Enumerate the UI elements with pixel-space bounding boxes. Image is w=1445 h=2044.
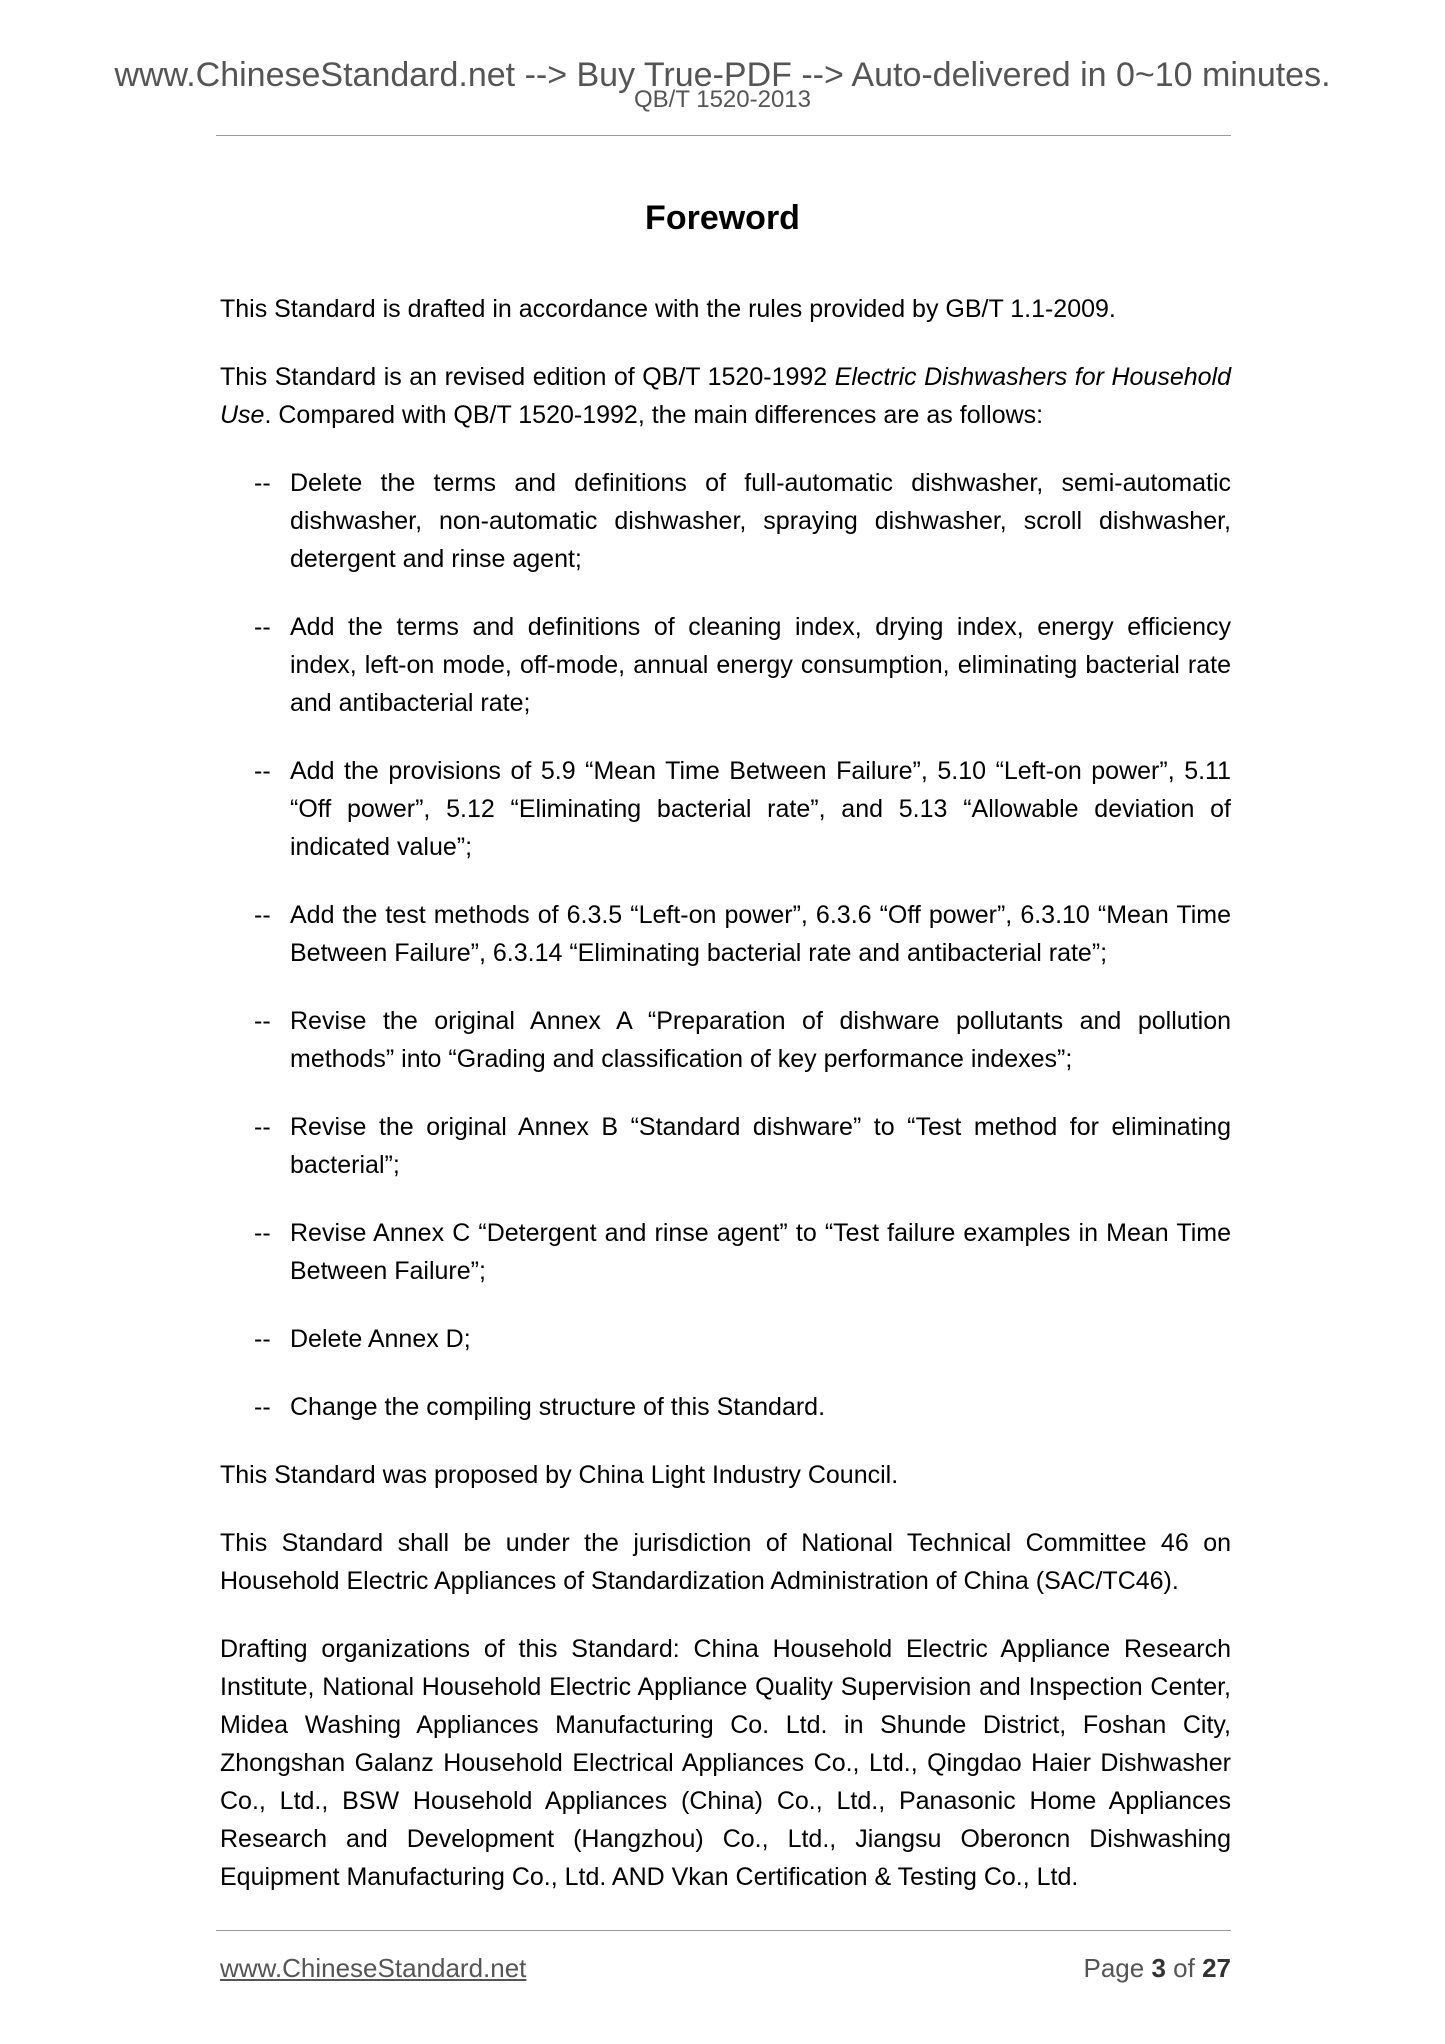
dash-marker: -- bbox=[254, 1325, 271, 1353]
revision-text-end: . Compared with QB/T 1520-1992, the main differences are as follows: bbox=[264, 401, 1044, 429]
difference-item bbox=[220, 1320, 1231, 1358]
difference-item bbox=[220, 464, 1231, 578]
difference-item bbox=[220, 1108, 1231, 1184]
paragraph-revision bbox=[220, 358, 1231, 434]
difference-item bbox=[220, 752, 1231, 866]
difference-text: Add the terms and definitions of cleaning index, drying index, energy efficiency index, left-on mode, off-mode, annual energy consumption, eliminating bacterial rate and antibacterial rate; bbox=[290, 613, 1231, 717]
difference-text: Delete the terms and definitions of full-automatic dishwasher, semi-automatic dishwasher, non-automatic dishwasher, spraying dishwasher, scroll dishwasher, detergent and rinse agent; bbox=[290, 469, 1231, 573]
site-banner: www.ChineseStandard.net --> Buy True-PDF --> Auto-delivered in 0~10 minutes. bbox=[114, 56, 1331, 94]
dash-marker: -- bbox=[254, 1113, 271, 1141]
difference-text: Revise Annex C “Detergent and rinse agent” to “Test failure examples in Mean Time Between Failure”; bbox=[290, 1219, 1231, 1285]
header-divider bbox=[216, 135, 1231, 136]
footer-site-link[interactable]: www.ChineseStandard.net bbox=[220, 1953, 527, 1983]
difference-item bbox=[220, 1388, 1231, 1426]
dash-marker: -- bbox=[254, 1393, 271, 1421]
page-label: Page bbox=[1083, 1953, 1145, 1983]
difference-item bbox=[220, 1214, 1231, 1290]
dash-marker: -- bbox=[254, 1219, 271, 1247]
foreword-body bbox=[220, 290, 1231, 1926]
paragraph-drafting-rules: This Standard is drafted in accordance with the rules provided by GB/T 1.1-2009. bbox=[220, 295, 1116, 323]
revision-title-italic: Electric Dishwashers for Household Use bbox=[220, 363, 1231, 429]
page-total: 27 bbox=[1202, 1953, 1231, 1983]
revision-text-start: This Standard is an revised edition of QB/T 1520-1992 bbox=[220, 363, 835, 391]
paragraph-jurisdiction: This Standard shall be under the jurisdiction of National Technical Committee 46 on Household Electric Appliances of Standardization Administration of China (SAC/TC46). bbox=[220, 1529, 1231, 1595]
standard-code: QB/T 1520-2013 bbox=[633, 86, 811, 113]
page-of: of bbox=[1173, 1953, 1195, 1983]
footer-divider bbox=[216, 1930, 1231, 1931]
page-current: 3 bbox=[1151, 1953, 1166, 1983]
dash-marker: -- bbox=[254, 1007, 271, 1035]
difference-text: Add the provisions of 5.9 “Mean Time Between Failure”, 5.10 “Left-on power”, 5.11 “Off power”, 5.12 “Eliminating bacterial rate”, and 5.13 “Allowable deviation of indicated value”; bbox=[290, 757, 1231, 861]
difference-item bbox=[220, 1002, 1231, 1078]
page-number bbox=[1083, 1952, 1231, 1984]
difference-text: Add the test methods of 6.3.5 “Left-on power”, 6.3.6 “Off power”, 6.3.10 “Mean Time Between Failure”, 6.3.14 “Eliminating bacterial rate and antibacterial rate”; bbox=[290, 901, 1231, 967]
difference-text: Revise the original Annex A “Preparation of dishware pollutants and pollution methods” into “Grading and classification of key performance indexes”; bbox=[290, 1007, 1231, 1073]
difference-item bbox=[220, 608, 1231, 722]
difference-text: Delete Annex D; bbox=[290, 1325, 471, 1353]
difference-text: Change the compiling structure of this Standard. bbox=[290, 1393, 826, 1421]
dash-marker: -- bbox=[254, 469, 271, 497]
paragraph-drafting-organizations: Drafting organizations of this Standard: China Household Electric Appliance Research Institute, National Household Electric Appliance Quality Supervision and Inspection Center, Midea Washing Appliances Manufacturing Co. Ltd. in Shunde District, Foshan City, Zhongshan Galanz Household Electrical Appliances Co., Ltd., Qingdao Haier Dishwasher Co., Ltd., BSW Household Appliances (China) Co., Ltd., Panasonic Home Appliances Research and Development (Hangzhou) Co., Ltd., Jiangsu Oberoncn Dishwashing Equipment Manufacturing Co., Ltd. AND Vkan Certification & Testing Co., Ltd. bbox=[220, 1635, 1231, 1891]
difference-text: Revise the original Annex B “Standard dishware” to “Test method for eliminating bacterial”; bbox=[290, 1113, 1231, 1179]
difference-item bbox=[220, 896, 1231, 972]
dash-marker: -- bbox=[254, 613, 271, 641]
dash-marker: -- bbox=[254, 901, 271, 929]
dash-marker: -- bbox=[254, 757, 271, 785]
paragraph-proposed-by: This Standard was proposed by China Light Industry Council. bbox=[220, 1461, 899, 1489]
page-title: Foreword bbox=[645, 199, 800, 237]
